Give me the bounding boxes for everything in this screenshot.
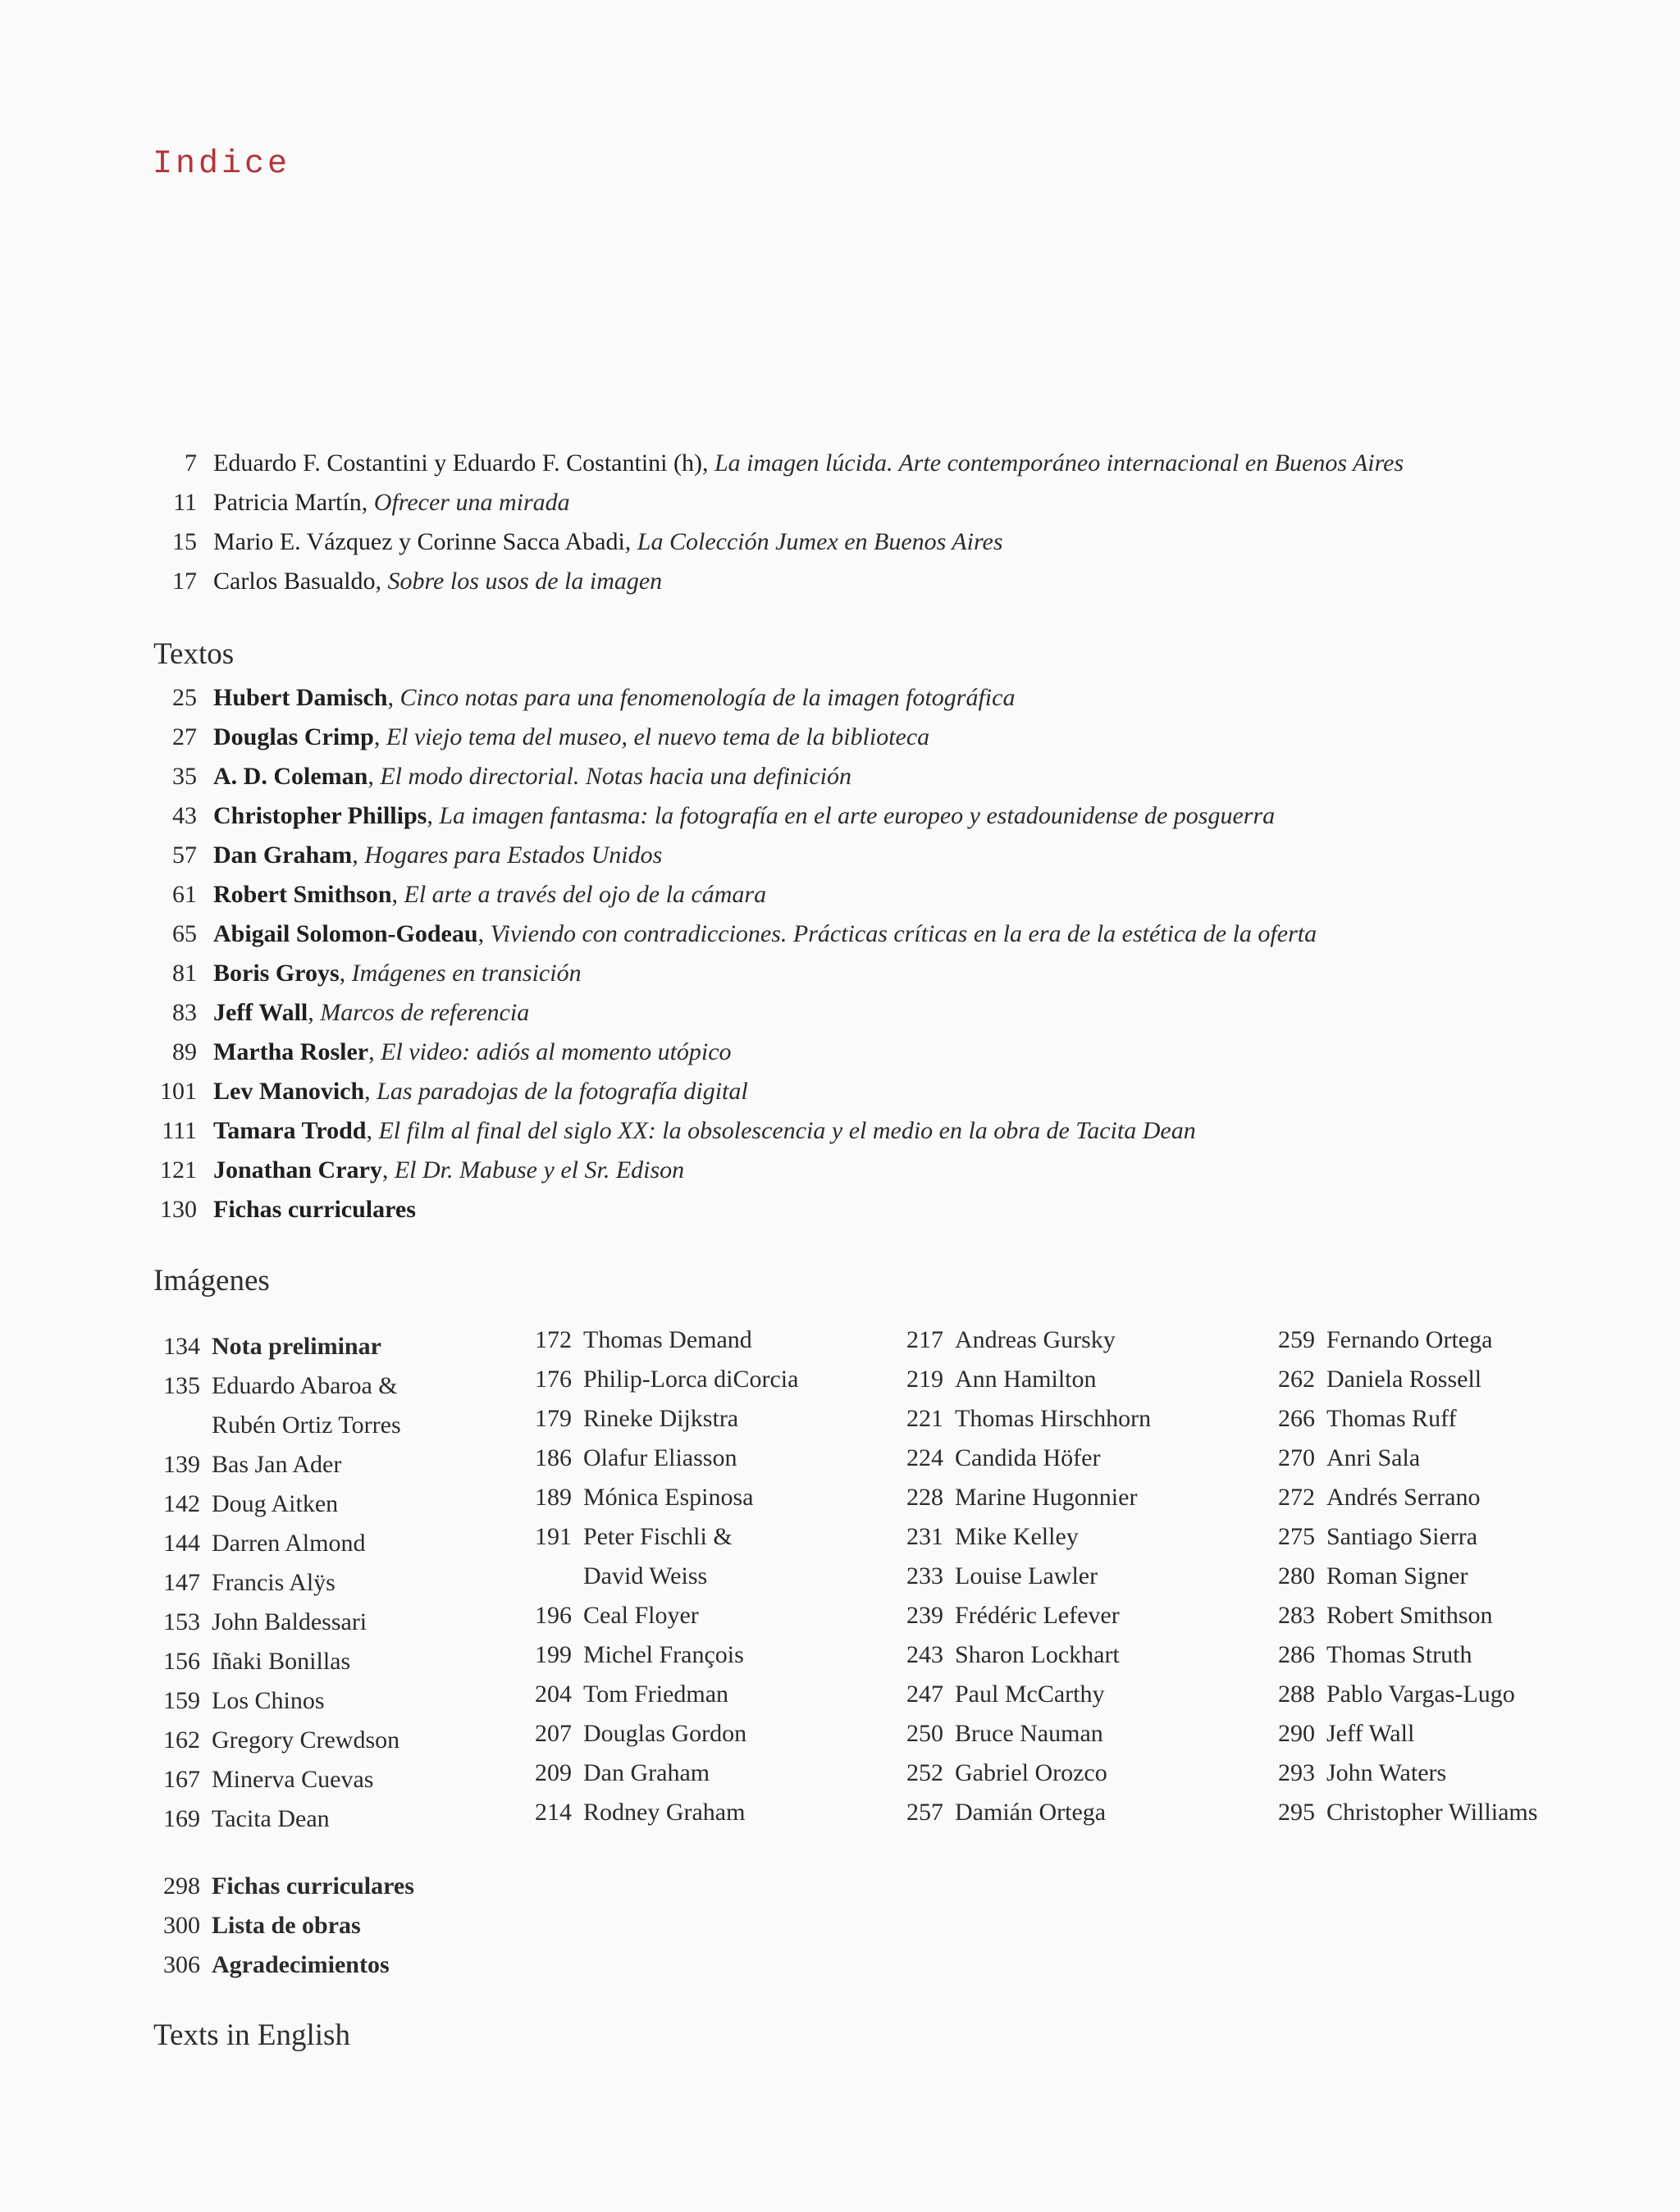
artist-entry — [153, 1603, 401, 1642]
artist-entry — [897, 1320, 1151, 1360]
artist-name: Ceal Floyer — [583, 1602, 699, 1629]
artist-entry — [153, 1681, 401, 1721]
artist-name: Frédéric Lefever — [955, 1602, 1120, 1629]
page-number: 65 — [172, 920, 197, 947]
page-number: 139 — [163, 1451, 200, 1478]
artist-name: Michel François — [583, 1641, 744, 1668]
entry-author: Douglas Crimp — [213, 723, 374, 750]
page-number: 217 — [906, 1326, 943, 1353]
artist-name: Lista de obras — [212, 1912, 361, 1939]
page-number: 196 — [535, 1602, 572, 1629]
page-number: 111 — [162, 1117, 197, 1144]
artist-name: Paul McCarthy — [955, 1681, 1105, 1708]
page-number: 298 — [163, 1872, 200, 1900]
imagenes-column-2 — [525, 1320, 798, 1832]
page-number: 233 — [906, 1562, 943, 1589]
toc-entry — [131, 678, 1317, 718]
artist-entry — [897, 1360, 1151, 1399]
page-number: 144 — [163, 1530, 200, 1557]
entry-title: Imágenes en transición — [351, 960, 582, 987]
entry-separator: , — [375, 568, 388, 595]
artist-name: Mike Kelley — [955, 1523, 1079, 1550]
toc-entry — [131, 757, 1317, 796]
entry-label: Fichas curriculares — [213, 1196, 416, 1223]
page-number: 243 — [906, 1641, 943, 1668]
page-number: 179 — [535, 1405, 572, 1432]
page-number: 228 — [906, 1484, 943, 1511]
entry-author: Dan Graham — [213, 841, 353, 869]
page-number: 81 — [172, 960, 197, 987]
entry-author: Jeff Wall — [213, 999, 308, 1026]
entry-title: Las paradojas de la fotografía digital — [377, 1078, 748, 1105]
entry-author: Hubert Damisch — [213, 684, 388, 711]
toc-entry — [131, 993, 1317, 1033]
page-number: 219 — [906, 1366, 943, 1393]
page-number: 293 — [1278, 1759, 1315, 1786]
artist-name: Louise Lawler — [955, 1562, 1098, 1589]
entry-separator: , — [477, 920, 491, 947]
artist-entry — [1268, 1320, 1537, 1360]
artist-name: Dan Graham — [583, 1759, 710, 1786]
artist-entry — [525, 1517, 798, 1557]
artist-name: Darren Almond — [212, 1530, 366, 1557]
entry-separator: , — [427, 802, 440, 829]
artist-entry — [897, 1675, 1151, 1714]
artist-name: Doug Aitken — [212, 1490, 339, 1517]
artist-entry — [897, 1596, 1151, 1635]
page-number: 286 — [1278, 1641, 1315, 1668]
page-number: 221 — [906, 1405, 943, 1432]
artist-entry — [525, 1714, 798, 1754]
entry-title: La Colección Jumex en Buenos Aires — [637, 528, 1003, 555]
page-number: 300 — [163, 1912, 200, 1939]
artist-entry — [1268, 1399, 1537, 1439]
entry-title: El modo directorial. Notas hacia una definición — [380, 763, 852, 790]
page-number: 159 — [163, 1687, 200, 1714]
entry-separator: , — [702, 449, 714, 477]
artist-entry — [897, 1714, 1151, 1754]
page-number: 199 — [535, 1641, 572, 1668]
artist-name: Thomas Struth — [1326, 1641, 1472, 1668]
page-number: 121 — [160, 1156, 197, 1184]
page-number: 17 — [172, 568, 197, 595]
page-number: 142 — [163, 1490, 200, 1517]
entry-author: Eduardo F. Costantini y Eduardo F. Costantini (h) — [213, 449, 702, 477]
page-number: 7 — [185, 449, 197, 477]
artist-name: Fichas curriculares — [212, 1872, 414, 1900]
page-number: 11 — [173, 489, 197, 516]
page-number: 207 — [535, 1720, 572, 1747]
artist-name: Sharon Lockhart — [955, 1641, 1120, 1668]
page-number: 101 — [160, 1078, 197, 1105]
entry-separator: , — [624, 528, 637, 555]
entry-author: Patricia Martín — [213, 489, 362, 516]
page-number: 290 — [1278, 1720, 1315, 1747]
section-heading-imagenes: Imágenes — [153, 1264, 270, 1298]
toc-entry — [131, 836, 1317, 875]
page-number: 156 — [163, 1648, 200, 1675]
imagenes-column-4 — [1268, 1320, 1537, 1832]
artist-name: Nota preliminar — [212, 1333, 381, 1360]
artist-name: Ann Hamilton — [955, 1366, 1097, 1393]
toc-entry — [131, 1151, 1317, 1190]
artist-entry — [1268, 1596, 1537, 1635]
entry-author: Mario E. Vázquez y Corinne Sacca Abadi — [213, 528, 625, 555]
artist-name: Fernando Ortega — [1326, 1326, 1493, 1353]
artist-entry — [1268, 1360, 1537, 1399]
artist-name: Peter Fischli & — [583, 1523, 733, 1550]
page-number: 204 — [535, 1681, 572, 1708]
page-number: 167 — [163, 1766, 200, 1793]
artist-entry — [153, 1327, 401, 1366]
intro-list — [131, 444, 1404, 601]
artist-entry — [153, 1799, 401, 1839]
toc-entry-closing — [131, 1190, 1317, 1229]
entry-separator: , — [387, 684, 400, 711]
artist-name: Douglas Gordon — [583, 1720, 747, 1747]
entry-title: La imagen lúcida. Arte contemporáneo internacional en Buenos Aires — [714, 449, 1404, 477]
entry-separator: , — [364, 1078, 377, 1105]
artist-entry — [897, 1439, 1151, 1478]
entry-author: Martha Rosler — [213, 1038, 369, 1065]
artist-entry — [153, 1485, 401, 1524]
entry-separator: , — [352, 841, 365, 869]
artist-entry — [525, 1635, 798, 1675]
page-number: 27 — [172, 723, 197, 750]
page-number: 162 — [163, 1726, 200, 1754]
artist-name: Mónica Espinosa — [583, 1484, 754, 1511]
artist-entry — [1268, 1439, 1537, 1478]
artist-name: Francis Alÿs — [212, 1569, 336, 1596]
artist-name: John Baldessari — [212, 1608, 368, 1635]
artist-entry — [153, 1524, 401, 1563]
artist-entry — [153, 1642, 401, 1681]
artist-name: Pablo Vargas-Lugo — [1326, 1681, 1515, 1708]
page-number: 134 — [163, 1333, 200, 1360]
entry-author: Carlos Basualdo — [213, 568, 376, 595]
entry-separator: , — [361, 489, 374, 516]
artist-name: Gabriel Orozco — [955, 1759, 1107, 1786]
page-number: 295 — [1278, 1799, 1315, 1826]
textos-list — [131, 678, 1317, 1229]
toc-entry — [131, 1111, 1317, 1151]
artist-entry — [153, 1760, 401, 1799]
artist-entry — [525, 1360, 798, 1399]
artist-name: Bas Jan Ader — [212, 1451, 342, 1478]
page-number: 239 — [906, 1602, 943, 1629]
page-number: 15 — [172, 528, 197, 555]
artist-entry — [1268, 1557, 1537, 1596]
artist-name: Andrés Serrano — [1326, 1484, 1481, 1511]
artist-name: Thomas Demand — [583, 1326, 752, 1353]
artist-entry — [1268, 1793, 1537, 1832]
entry-separator: , — [366, 1117, 379, 1144]
page-number: 43 — [172, 802, 197, 829]
artist-entry — [153, 1563, 401, 1603]
toc-entry — [131, 562, 1404, 601]
entry-separator: , — [391, 881, 404, 908]
artist-name: Candida Höfer — [955, 1444, 1101, 1471]
entry-separator: , — [339, 960, 352, 987]
entry-author: Abigail Solomon-Godeau — [213, 920, 478, 947]
page-number: 25 — [172, 684, 197, 711]
artist-name: Thomas Ruff — [1326, 1405, 1457, 1432]
page-number: 259 — [1278, 1326, 1315, 1353]
entry-separator: , — [373, 723, 386, 750]
page-number: 252 — [906, 1759, 943, 1786]
artist-entry — [1268, 1754, 1537, 1793]
page-number: 176 — [535, 1366, 572, 1393]
entry-separator: , — [368, 763, 381, 790]
page-number: 266 — [1278, 1405, 1315, 1432]
artist-name: Rubén Ortiz Torres — [212, 1412, 401, 1439]
entry-author: A. D. Coleman — [213, 763, 368, 790]
artist-name: Rineke Dijkstra — [583, 1405, 739, 1432]
artist-name: Olafur Eliasson — [583, 1444, 737, 1471]
artist-entry — [897, 1399, 1151, 1439]
page-number: 283 — [1278, 1602, 1315, 1629]
artist-name: Robert Smithson — [1326, 1602, 1493, 1629]
toc-entry — [131, 875, 1317, 914]
artist-entry — [897, 1793, 1151, 1832]
entry-title: La imagen fantasma: la fotografía en el arte europeo y estadounidense de posguerra — [439, 802, 1276, 829]
toc-entry — [131, 1072, 1317, 1111]
entry-title: Sobre los usos de la imagen — [387, 568, 663, 595]
artist-entry — [153, 1867, 414, 1906]
page-number: 35 — [172, 763, 197, 790]
artist-entry — [153, 1945, 414, 1985]
artist-entry — [153, 1406, 401, 1445]
page-title: Indice — [153, 146, 291, 183]
artist-entry — [1268, 1675, 1537, 1714]
entry-separator: , — [381, 1156, 395, 1184]
artist-entry — [525, 1557, 798, 1596]
artist-entry — [525, 1596, 798, 1635]
artist-entry — [1268, 1478, 1537, 1517]
entry-title: El arte a través del ojo de la cámara — [404, 881, 767, 908]
page-number: 83 — [172, 999, 197, 1026]
artist-entry — [897, 1517, 1151, 1557]
artist-entry — [525, 1478, 798, 1517]
entry-author: Robert Smithson — [213, 881, 392, 908]
page-number: 306 — [163, 1951, 200, 1978]
artist-entry — [897, 1635, 1151, 1675]
artist-entry — [525, 1675, 798, 1714]
page-number: 247 — [906, 1681, 943, 1708]
artist-name: Jeff Wall — [1326, 1720, 1415, 1747]
page-number: 135 — [163, 1372, 200, 1399]
page-number: 209 — [535, 1759, 572, 1786]
entry-separator: , — [308, 999, 321, 1026]
artist-name: Tacita Dean — [212, 1805, 330, 1832]
entry-title: El video: adiós al momento utópico — [381, 1038, 732, 1065]
page-number: 147 — [163, 1569, 200, 1596]
artist-name: Rodney Graham — [583, 1799, 746, 1826]
page-number: 280 — [1278, 1562, 1315, 1589]
toc-entry — [131, 796, 1317, 836]
imagenes-column-1 — [153, 1327, 401, 1839]
artist-entry — [525, 1793, 798, 1832]
toc-entry — [131, 718, 1317, 757]
artist-name: Thomas Hirschhorn — [955, 1405, 1152, 1432]
page-number: 275 — [1278, 1523, 1315, 1550]
page-number: 288 — [1278, 1681, 1315, 1708]
artist-name: Tom Friedman — [583, 1681, 729, 1708]
page-number: 191 — [535, 1523, 572, 1550]
entry-title: Cinco notas para una fenomenología de la imagen fotográfica — [399, 684, 1016, 711]
page-number: 262 — [1278, 1366, 1315, 1393]
artist-entry — [1268, 1635, 1537, 1675]
page-number: 270 — [1278, 1444, 1315, 1471]
artist-entry — [525, 1439, 798, 1478]
page-number: 172 — [535, 1326, 572, 1353]
entry-title: Ofrecer una mirada — [373, 489, 570, 516]
section-heading-textos: Textos — [153, 637, 235, 671]
imagenes-closing-list — [153, 1867, 414, 1985]
entry-title: El Dr. Mabuse y el Sr. Edison — [394, 1156, 685, 1184]
imagenes-column-3 — [897, 1320, 1151, 1832]
page-number: 257 — [906, 1799, 943, 1826]
artist-name: Philip-Lorca diCorcia — [583, 1366, 799, 1393]
artist-name: Minerva Cuevas — [212, 1766, 374, 1793]
entry-author: Christopher Phillips — [213, 802, 427, 829]
section-heading-english: Texts in English — [153, 2018, 350, 2052]
entry-author: Boris Groys — [213, 960, 340, 987]
entry-title: Marcos de referencia — [320, 999, 530, 1026]
artist-entry — [153, 1721, 401, 1760]
artist-entry — [897, 1754, 1151, 1793]
artist-name: John Waters — [1326, 1759, 1447, 1786]
page-number: 250 — [906, 1720, 943, 1747]
page-number: 224 — [906, 1444, 943, 1471]
entry-title: Hogares para Estados Unidos — [364, 841, 663, 869]
artist-name: Eduardo Abaroa & — [212, 1372, 398, 1399]
page-number: 231 — [906, 1523, 943, 1550]
artist-name: Gregory Crewdson — [212, 1726, 400, 1754]
page-number: 272 — [1278, 1484, 1315, 1511]
artist-entry — [525, 1754, 798, 1793]
artist-entry — [153, 1366, 401, 1406]
page-number: 130 — [160, 1196, 197, 1223]
entry-author: Tamara Trodd — [213, 1117, 367, 1144]
toc-entry — [131, 1033, 1317, 1072]
artist-name: Iñaki Bonillas — [212, 1648, 351, 1675]
artist-entry — [153, 1445, 401, 1485]
page-number: 214 — [535, 1799, 572, 1826]
entry-author: Jonathan Crary — [213, 1156, 382, 1184]
page-number: 153 — [163, 1608, 200, 1635]
artist-name: Bruce Nauman — [955, 1720, 1103, 1747]
artist-name: Andreas Gursky — [955, 1326, 1116, 1353]
artist-entry — [1268, 1714, 1537, 1754]
artist-name: Damián Ortega — [955, 1799, 1107, 1826]
artist-name: Anri Sala — [1326, 1444, 1421, 1471]
page-number: 189 — [535, 1484, 572, 1511]
artist-name: Santiago Sierra — [1326, 1523, 1478, 1550]
artist-name: David Weiss — [583, 1562, 708, 1589]
page-number: 57 — [172, 841, 197, 869]
artist-name: Roman Signer — [1326, 1562, 1468, 1589]
page-number: 61 — [172, 881, 197, 908]
entry-title: El viejo tema del museo, el nuevo tema de la biblioteca — [386, 723, 930, 750]
artist-entry — [897, 1478, 1151, 1517]
artist-name: Agradecimientos — [212, 1951, 390, 1978]
entry-title: El film al final del siglo XX: la obsolescencia y el medio en la obra de Tacita Dean — [378, 1117, 1196, 1144]
toc-entry — [131, 954, 1317, 993]
artist-name: Daniela Rossell — [1326, 1366, 1482, 1393]
artist-entry — [153, 1906, 414, 1945]
toc-entry — [131, 914, 1317, 954]
page-number: 186 — [535, 1444, 572, 1471]
toc-entry — [131, 444, 1404, 483]
artist-name: Los Chinos — [212, 1687, 325, 1714]
toc-entry — [131, 483, 1404, 522]
toc-entry — [131, 522, 1404, 562]
page-number: 89 — [172, 1038, 197, 1065]
page-number: 169 — [163, 1805, 200, 1832]
artist-name: Marine Hugonnier — [955, 1484, 1138, 1511]
artist-name: Christopher Williams — [1326, 1799, 1538, 1826]
artist-entry — [525, 1399, 798, 1439]
artist-entry — [1268, 1517, 1537, 1557]
artist-entry — [897, 1557, 1151, 1596]
artist-entry — [525, 1320, 798, 1360]
entry-author: Lev Manovich — [213, 1078, 365, 1105]
entry-title: Viviendo con contradicciones. Prácticas críticas en la era de la estética de la oferta — [490, 920, 1317, 947]
entry-separator: , — [368, 1038, 381, 1065]
